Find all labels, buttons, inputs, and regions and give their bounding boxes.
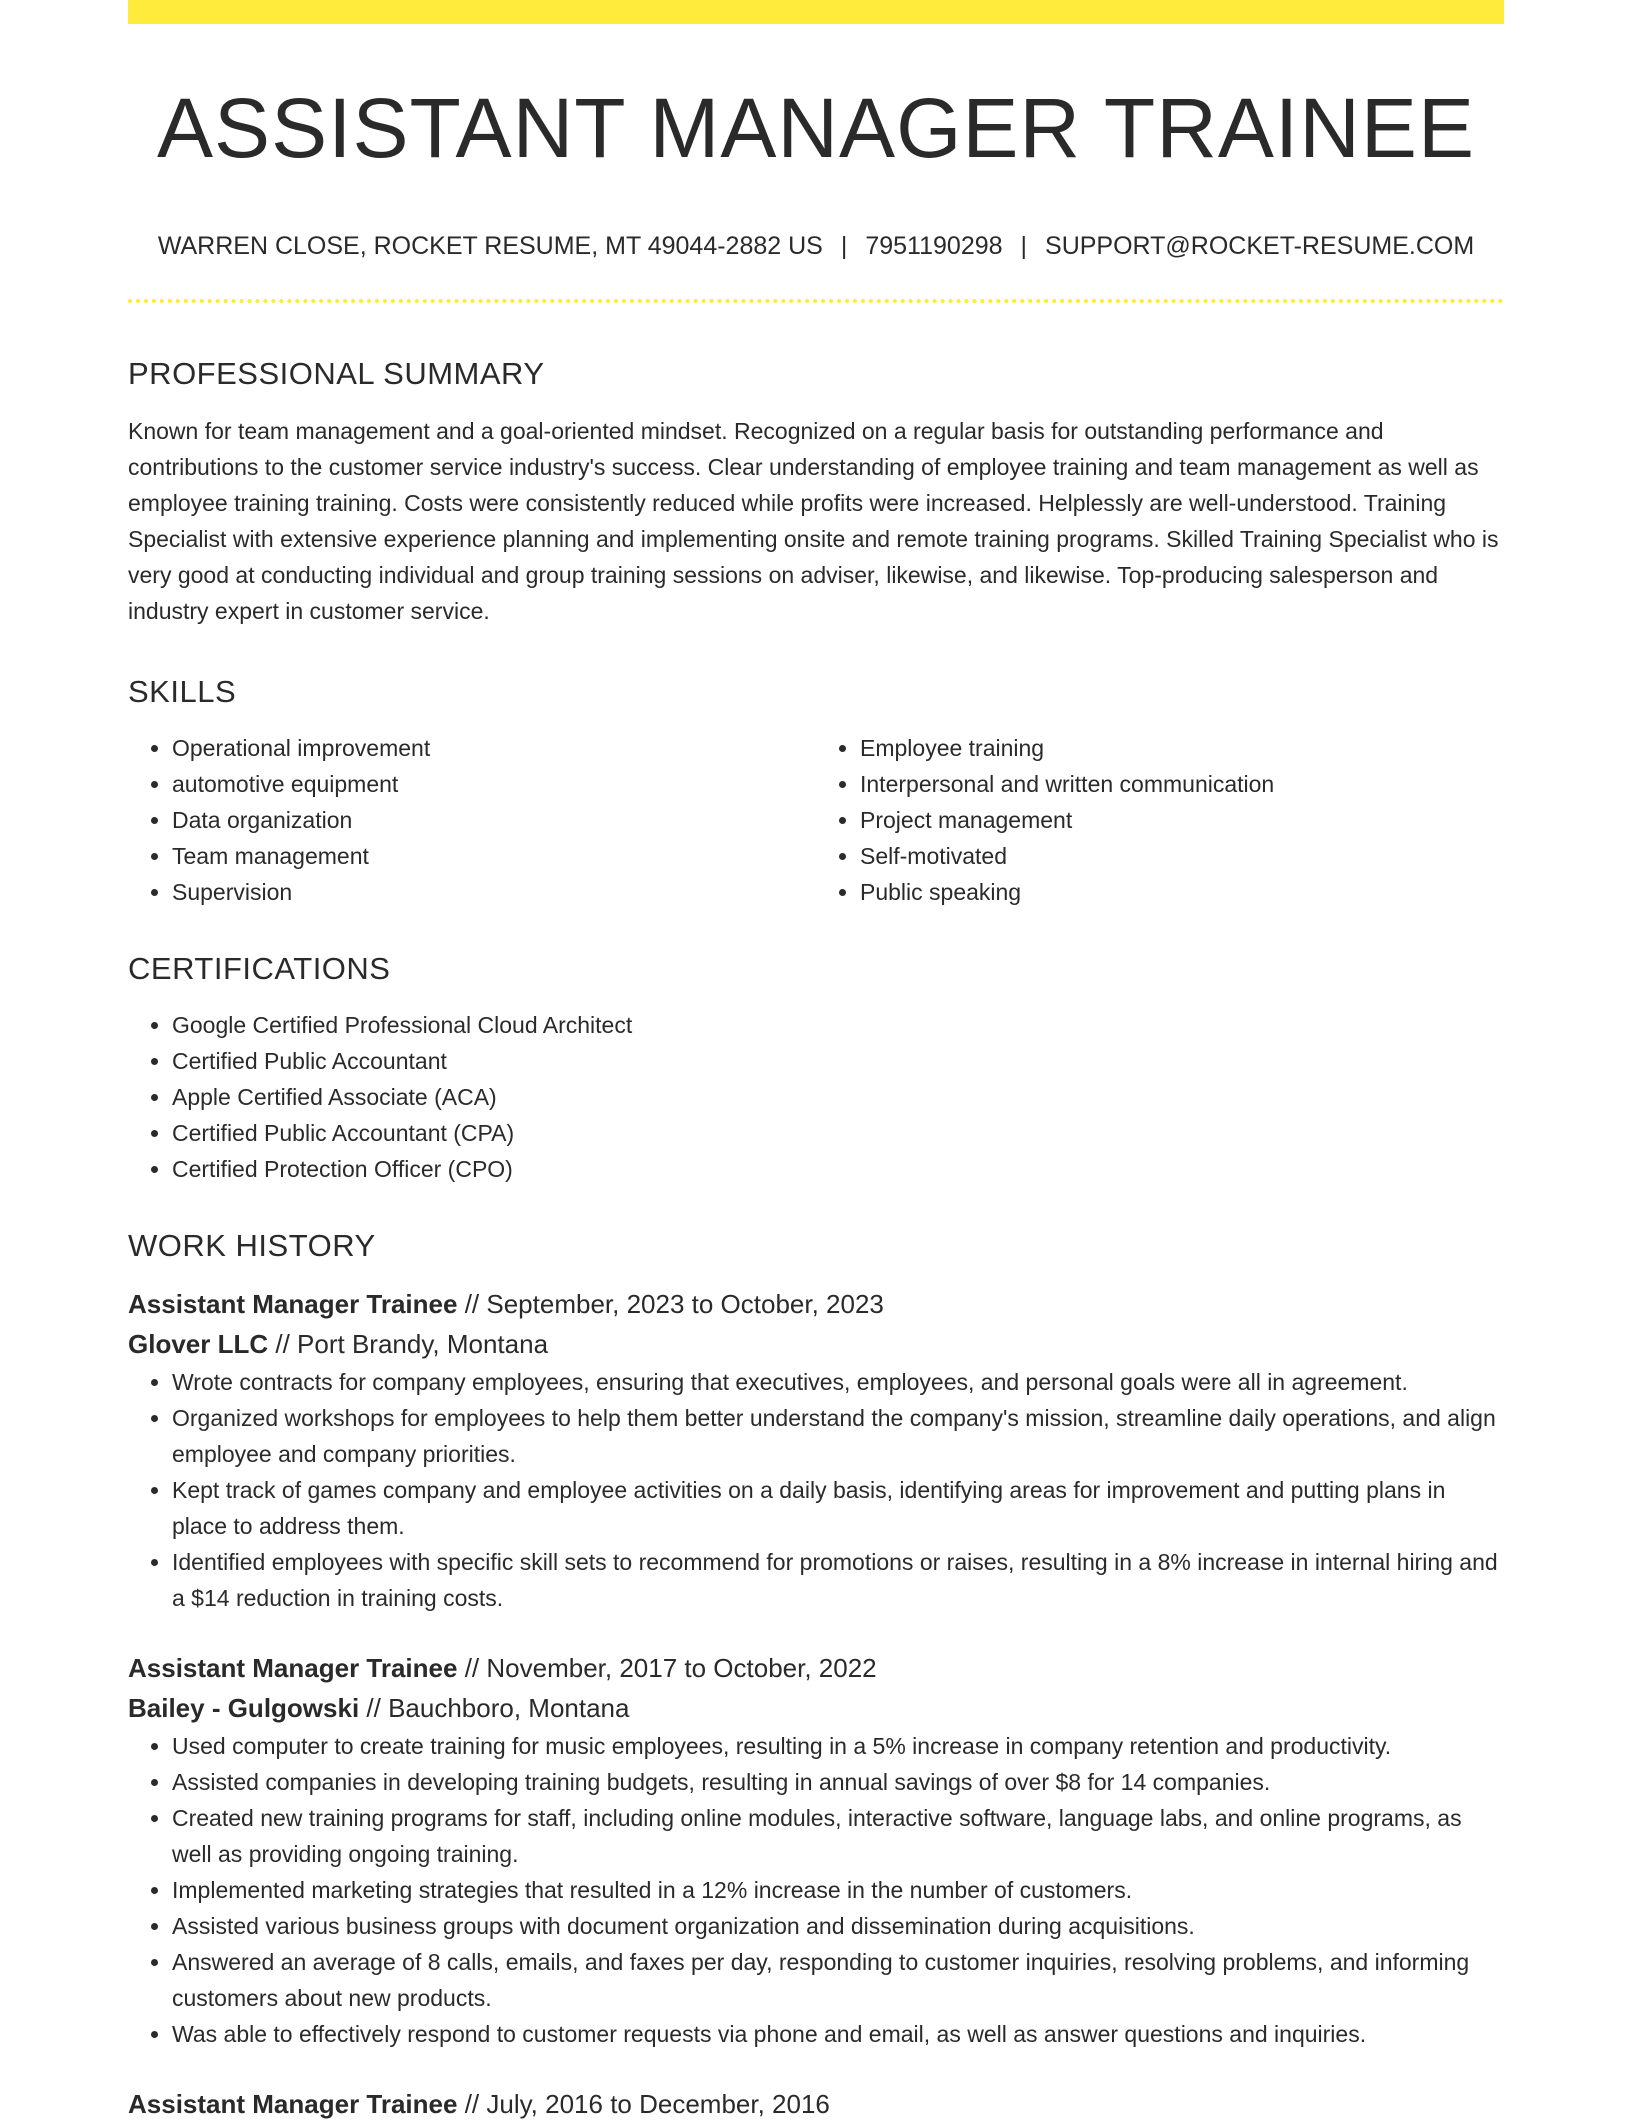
- section-heading-summary: PROFESSIONAL SUMMARY: [128, 356, 545, 392]
- section-heading-work-history: WORK HISTORY: [128, 1227, 376, 1263]
- skill-item: • Team management: [172, 838, 816, 874]
- certification-item: • Apple Certified Associate (ACA): [172, 1079, 1504, 1115]
- certification-item: • Google Certified Professional Cloud Architect: [172, 1007, 1504, 1043]
- job-location: // Port Brandy, Montana: [275, 1329, 549, 1360]
- skills-list-right: [816, 730, 1504, 910]
- job-bullet: • Used computer to create training for music employees, resulting in a 5% increase in company retention and productivity.: [172, 1728, 1504, 1764]
- section-heading-skills: SKILLS: [128, 673, 237, 709]
- job-bullet: • Wrote contracts for company employees, ensuring that executives, employees, and personal goals were all in agreement.: [172, 1364, 1504, 1400]
- job-bullet: • Was able to effectively respond to customer requests via phone and email, as well as answer questions and inquiries.: [172, 2016, 1504, 2052]
- skill-item: • Operational improvement: [172, 730, 816, 766]
- skill-item: • Employee training: [860, 730, 1504, 766]
- contact-address: WARREN CLOSE, ROCKET RESUME, MT 49044-2882 US: [157, 232, 823, 261]
- job-location: // Bauchboro, Montana: [366, 1693, 630, 1724]
- job-bullet: • Identified employees with specific skill sets to recommend for promotions or raises, resulting in a 8% increase in internal hiring and a $14 reduction in training costs.: [172, 1544, 1504, 1616]
- job-bullet: • Answered an average of 8 calls, emails, and faxes per day, responding to customer inquiries, resolving problems, and informing customers about new products.: [172, 1944, 1504, 2016]
- job-entry: [128, 1284, 1504, 1616]
- summary-section: [128, 355, 1504, 628]
- skill-item: • Self-motivated: [860, 838, 1504, 874]
- work-history-section: [128, 1227, 1504, 2124]
- job-bullets: [128, 1728, 1504, 2052]
- job-bullet: • Assisted various business groups with document organization and dissemination during acquisitions.: [172, 1908, 1504, 1944]
- header-divider: [128, 299, 1504, 303]
- job-title-line: [128, 1284, 1504, 1324]
- resume-title: ASSISTANT MANAGER TRAINEE: [157, 81, 1475, 175]
- job-company: Bailey - Gulgowski: [128, 1693, 360, 1724]
- top-accent-bar: [128, 0, 1504, 24]
- contact-phone: 7951190298: [865, 232, 1003, 261]
- skills-grid: [128, 730, 1504, 910]
- job-company-line: [128, 1688, 1504, 1728]
- job-title: Assistant Manager Trainee: [128, 1289, 458, 1320]
- job-dates: // September, 2023 to October, 2023: [464, 1289, 884, 1320]
- contact-line: [128, 232, 1504, 261]
- job-bullet: • Organized workshops for employees to help them better understand the company's mission, streamline daily operations, and align employee and company priorities.: [172, 1400, 1504, 1472]
- summary-text: Known for team management and a goal-oriented mindset. Recognized on a regular basis for outstanding performance and contributions to the customer service industry's success. Clear understanding of employee training and team management as well as employee training training. Costs were consistently reduced while profits were increased. Helplessly are well-understood. Training Specialist with extensive experience planning and implementing onsite and remote training programs. Skilled Training Specialist who is very good at conducting individual and group training sessions on adviser, likewise, and likewise. Top-producing salesperson and industry expert in customer service.: [128, 417, 1499, 624]
- job-entry: [128, 2084, 1504, 2124]
- skill-item: • automotive equipment: [172, 766, 816, 802]
- contact-separator: |: [840, 232, 848, 261]
- job-title: Assistant Manager Trainee: [128, 1653, 458, 1684]
- skill-item: • Project management: [860, 802, 1504, 838]
- certification-item: • Certified Public Accountant (CPA): [172, 1115, 1504, 1151]
- job-title-line: [128, 1648, 1504, 1688]
- section-heading-certifications: CERTIFICATIONS: [128, 950, 391, 986]
- job-title-line: [128, 2084, 1504, 2124]
- job-dates: // July, 2016 to December, 2016: [464, 2089, 830, 2120]
- job-dates: // November, 2017 to October, 2022: [464, 1653, 877, 1684]
- job-company: Glover LLC: [128, 1329, 269, 1360]
- skills-section: [128, 673, 1504, 910]
- job-bullet: • Created new training programs for staff, including online modules, interactive software, language labs, and online programs, as well as providing ongoing training.: [172, 1800, 1504, 1872]
- skill-item: • Data organization: [172, 802, 816, 838]
- job-title: Assistant Manager Trainee: [128, 2089, 458, 2120]
- skill-item: • Supervision: [172, 874, 816, 910]
- job-entry: [128, 1648, 1504, 2052]
- job-bullet: • Assisted companies in developing training budgets, resulting in annual savings of over $8 for 14 companies.: [172, 1764, 1504, 1800]
- job-bullets: [128, 1364, 1504, 1616]
- skill-item: • Interpersonal and written communication: [860, 766, 1504, 802]
- certification-item: • Certified Public Accountant: [172, 1043, 1504, 1079]
- contact-email: SUPPORT@ROCKET-RESUME.COM: [1045, 232, 1475, 261]
- certifications-section: [128, 950, 1504, 1187]
- resume-page: [128, 0, 1504, 2124]
- job-company-line: [128, 1324, 1504, 1364]
- skill-item: • Public speaking: [860, 874, 1504, 910]
- job-bullet: • Kept track of games company and employee activities on a daily basis, identifying areas for improvement and putting plans in place to address them.: [172, 1472, 1504, 1544]
- job-bullet: • Implemented marketing strategies that resulted in a 12% increase in the number of customers.: [172, 1872, 1504, 1908]
- contact-separator: |: [1020, 232, 1028, 261]
- skills-list-left: [128, 730, 816, 910]
- certifications-list: [128, 1007, 1504, 1187]
- certification-item: • Certified Protection Officer (CPO): [172, 1151, 1504, 1187]
